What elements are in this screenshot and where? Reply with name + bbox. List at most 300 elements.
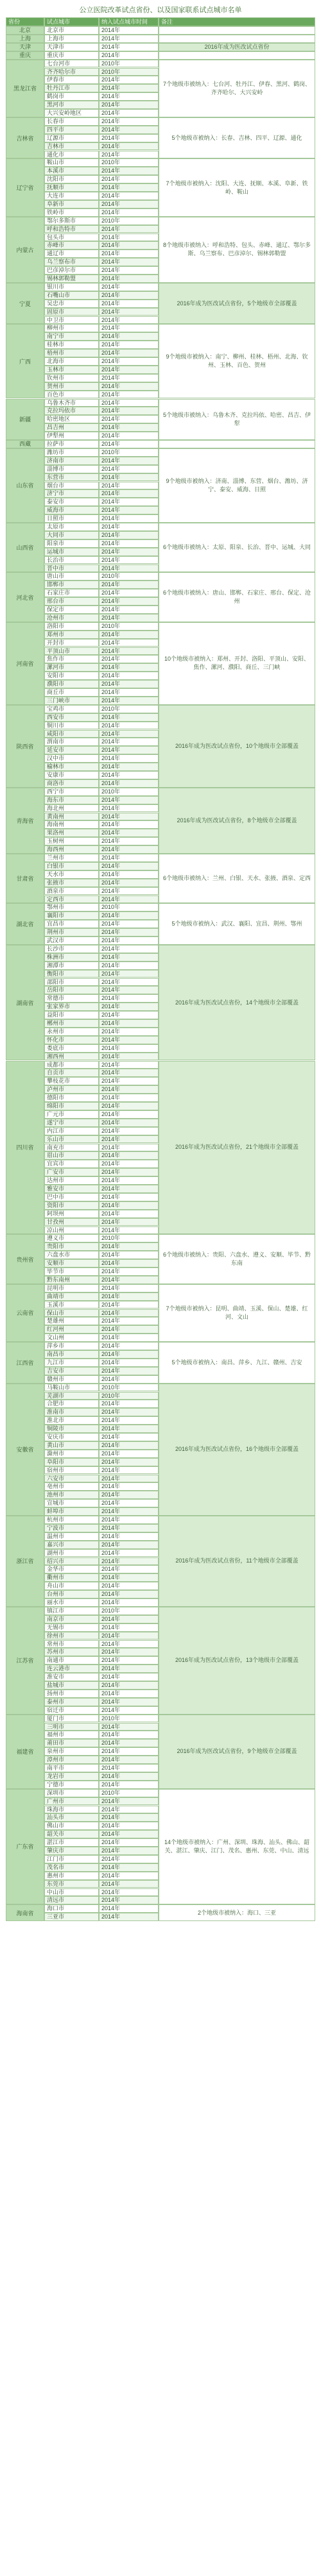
- year-cell: 2014年: [99, 374, 159, 382]
- year-cell: 2010年: [99, 448, 159, 457]
- year-cell: 2014年: [99, 1524, 159, 1532]
- city-cell: 南昌市: [44, 1350, 99, 1359]
- year-cell: 2014年: [99, 51, 159, 60]
- city-cell: 昆明市: [44, 1284, 99, 1292]
- city-cell: 延安市: [44, 746, 99, 754]
- city-cell: 江门市: [44, 1855, 99, 1863]
- remark-cell: 2016年成为医改试点省份，13个地级市全部覆盖: [159, 1607, 315, 1715]
- year-cell: 2014年: [99, 1541, 159, 1549]
- remark-cell: 5个地级市被纳入：武汉、襄阳、宜昌、荆州、鄂州: [159, 903, 315, 945]
- year-cell: 2014年: [99, 1044, 159, 1053]
- year-cell: 2014年: [99, 316, 159, 325]
- year-cell: 2014年: [99, 183, 159, 192]
- year-cell: 2014年: [99, 514, 159, 523]
- province-cell: 江西省: [6, 1342, 44, 1384]
- city-cell: 广安市: [44, 1168, 99, 1176]
- city-cell: 合肥市: [44, 1400, 99, 1408]
- year-cell: 2014年: [99, 43, 159, 51]
- year-cell: 2014年: [99, 1872, 159, 1880]
- city-cell: 汕头市: [44, 1813, 99, 1822]
- year-cell: 2014年: [99, 597, 159, 606]
- year-cell: 2014年: [99, 1880, 159, 1888]
- city-cell: 永州市: [44, 1028, 99, 1036]
- remark-cell: 2016年成为医改试点省份，14个地级市全部覆盖: [159, 945, 315, 1061]
- year-cell: 2014年: [99, 1110, 159, 1119]
- year-cell: 2014年: [99, 531, 159, 539]
- year-cell: 2014年: [99, 688, 159, 697]
- city-cell: 韶关市: [44, 1830, 99, 1838]
- year-cell: 2014年: [99, 357, 159, 366]
- city-cell: 安顺市: [44, 1259, 99, 1267]
- year-cell: 2014年: [99, 837, 159, 845]
- city-cell: 南平市: [44, 1764, 99, 1772]
- city-cell: 四平市: [44, 126, 99, 134]
- city-cell: 阜阳市: [44, 1458, 99, 1466]
- year-cell: 2014年: [99, 606, 159, 614]
- year-cell: 2014年: [99, 1267, 159, 1276]
- year-cell: 2014年: [99, 754, 159, 763]
- city-cell: 定西市: [44, 895, 99, 904]
- city-cell: 榆林市: [44, 763, 99, 771]
- year-cell: 2014年: [99, 887, 159, 895]
- year-cell: 2014年: [99, 1896, 159, 1904]
- year-cell: 2014年: [99, 1284, 159, 1292]
- year-cell: 2014年: [99, 175, 159, 183]
- city-cell: 湘西州: [44, 1053, 99, 1061]
- city-cell: 湛江市: [44, 1838, 99, 1847]
- year-cell: 2014年: [99, 1656, 159, 1665]
- year-cell: 2014年: [99, 84, 159, 92]
- year-cell: 2014年: [99, 1673, 159, 1681]
- pilot-city-table: [6, 17, 315, 1921]
- city-cell: 遂宁市: [44, 1119, 99, 1127]
- year-cell: 2014年: [99, 1665, 159, 1673]
- year-cell: 2014年: [99, 1251, 159, 1259]
- year-cell: 2014年: [99, 1590, 159, 1598]
- year-cell: 2014年: [99, 250, 159, 258]
- year-cell: 2014年: [99, 845, 159, 854]
- city-cell: 襄阳市: [44, 911, 99, 920]
- city-cell: 宿州市: [44, 1466, 99, 1475]
- city-cell: 滁州市: [44, 1450, 99, 1458]
- city-cell: 海东市: [44, 796, 99, 804]
- year-cell: 2014年: [99, 1342, 159, 1350]
- city-cell: 常州市: [44, 1640, 99, 1648]
- city-cell: 安康市: [44, 771, 99, 779]
- remark-cell: [159, 51, 315, 60]
- year-cell: 2014年: [99, 1359, 159, 1367]
- year-cell: 2014年: [99, 1334, 159, 1342]
- city-cell: 商丘市: [44, 688, 99, 697]
- year-cell: 2014年: [99, 1847, 159, 1855]
- year-cell: 2014年: [99, 275, 159, 283]
- year-cell: 2014年: [99, 266, 159, 275]
- year-cell: 2014年: [99, 1615, 159, 1623]
- city-cell: 玉林市: [44, 366, 99, 374]
- province-cell: 山西省: [6, 523, 44, 572]
- year-cell: 2010年: [99, 572, 159, 580]
- year-cell: 2010年: [99, 158, 159, 167]
- year-cell: 2014年: [99, 1450, 159, 1458]
- city-cell: 九江市: [44, 1359, 99, 1367]
- city-cell: 文山州: [44, 1334, 99, 1342]
- remark-cell: 7个地级市被纳入：七台河、牡丹江、伊春、黑河、鹤岗、齐齐哈尔、大兴安岭: [159, 60, 315, 117]
- city-cell: 淮南市: [44, 1408, 99, 1416]
- city-cell: 抚顺市: [44, 183, 99, 192]
- city-cell: 宁波市: [44, 1524, 99, 1532]
- city-cell: 北海市: [44, 357, 99, 366]
- city-cell: 亳州市: [44, 1482, 99, 1491]
- year-cell: 2014年: [99, 1441, 159, 1450]
- remark-cell: 2016年成为医改试点省份: [159, 43, 315, 51]
- year-cell: 2014年: [99, 697, 159, 705]
- year-cell: 2010年: [99, 1607, 159, 1615]
- city-cell: 齐齐哈尔市: [44, 68, 99, 76]
- year-cell: 2014年: [99, 1458, 159, 1466]
- year-cell: 2014年: [99, 1772, 159, 1781]
- year-cell: 2014年: [99, 109, 159, 117]
- city-cell: 宜昌市: [44, 920, 99, 928]
- year-cell: 2014年: [99, 1003, 159, 1011]
- city-cell: 六安市: [44, 1475, 99, 1483]
- city-cell: 南宁市: [44, 332, 99, 341]
- year-cell: 2014年: [99, 1681, 159, 1690]
- year-cell: 2014年: [99, 746, 159, 754]
- city-cell: 曲靖市: [44, 1292, 99, 1301]
- city-cell: 邵阳市: [44, 978, 99, 987]
- year-cell: 2014年: [99, 134, 159, 142]
- city-cell: 乐山市: [44, 1135, 99, 1144]
- city-cell: 岳阳市: [44, 986, 99, 994]
- city-cell: 芜湖市: [44, 1392, 99, 1400]
- year-cell: 2010年: [99, 1234, 159, 1242]
- year-cell: 2014年: [99, 349, 159, 357]
- city-cell: 绍兴市: [44, 1557, 99, 1566]
- city-cell: 成都市: [44, 1061, 99, 1069]
- year-cell: 2014年: [99, 1863, 159, 1872]
- city-cell: 上海市: [44, 35, 99, 43]
- year-cell: 2014年: [99, 324, 159, 332]
- year-cell: 2014年: [99, 862, 159, 870]
- city-cell: 乌兰察布市: [44, 258, 99, 266]
- province-cell: 新疆: [6, 399, 44, 441]
- year-cell: 2014年: [99, 1350, 159, 1359]
- city-cell: 阜新市: [44, 200, 99, 208]
- remark-cell: 6个地级市被纳入：唐山、邯郸、石家庄、邢台、保定、沧州: [159, 572, 315, 622]
- city-cell: 佛山市: [44, 1822, 99, 1830]
- city-cell: 苏州市: [44, 1648, 99, 1656]
- year-cell: 2014年: [99, 713, 159, 722]
- remark-cell: 2016年成为医改试点省份，9个地级市全部覆盖: [159, 1715, 315, 1789]
- city-cell: 丽水市: [44, 1598, 99, 1607]
- remark-cell: 9个地级市被纳入：南宁、柳州、桂林、梧州、北海、钦州、玉林、百色、贺州: [159, 324, 315, 398]
- city-cell: 哈密地区: [44, 415, 99, 423]
- year-cell: 2014年: [99, 986, 159, 994]
- city-cell: 咸阳市: [44, 730, 99, 738]
- year-cell: 2010年: [99, 903, 159, 911]
- city-cell: 固原市: [44, 308, 99, 316]
- city-cell: 贺州市: [44, 382, 99, 391]
- remark-cell: 6个地级市被纳入：兰州、白银、天水、张掖、酒泉、定西: [159, 854, 315, 903]
- year-cell: 2014年: [99, 1781, 159, 1789]
- year-cell: 2014年: [99, 936, 159, 945]
- city-cell: 兰州市: [44, 854, 99, 862]
- city-cell: 阿坝州: [44, 1210, 99, 1218]
- year-cell: 2014年: [99, 722, 159, 730]
- year-cell: 2014年: [99, 1904, 159, 1913]
- city-cell: 铜川市: [44, 722, 99, 730]
- remark-cell: 2016年成为医改试点省份，21个地级市全部覆盖: [159, 1061, 315, 1235]
- city-cell: 泉州市: [44, 1747, 99, 1756]
- year-cell: 2014年: [99, 1127, 159, 1135]
- city-cell: 张掖市: [44, 879, 99, 887]
- province-cell: 辽宁省: [6, 158, 44, 216]
- year-cell: 2014年: [99, 1292, 159, 1301]
- year-cell: 2014年: [99, 1598, 159, 1607]
- year-cell: 2014年: [99, 1259, 159, 1267]
- year-cell: 2014年: [99, 241, 159, 250]
- city-cell: 楚雄州: [44, 1317, 99, 1325]
- province-cell: 重庆: [6, 51, 44, 60]
- year-cell: 2014年: [99, 631, 159, 639]
- year-cell: 2014年: [99, 1226, 159, 1235]
- city-cell: 雅安市: [44, 1185, 99, 1193]
- city-cell: 巴彦淖尔市: [44, 266, 99, 275]
- city-cell: 鹤岗市: [44, 92, 99, 101]
- city-cell: 日照市: [44, 514, 99, 523]
- year-cell: 2014年: [99, 970, 159, 978]
- year-cell: 2014年: [99, 1102, 159, 1110]
- year-cell: 2014年: [99, 680, 159, 688]
- city-cell: 汉中市: [44, 754, 99, 763]
- city-cell: 东营市: [44, 473, 99, 482]
- province-cell: 安徽省: [6, 1384, 44, 1516]
- year-cell: 2014年: [99, 1210, 159, 1218]
- year-cell: 2014年: [99, 771, 159, 779]
- city-cell: 伊犁州: [44, 432, 99, 440]
- city-cell: 马鞍山市: [44, 1384, 99, 1392]
- year-cell: 2014年: [99, 895, 159, 904]
- table-header-cell: 备注: [159, 17, 315, 26]
- city-cell: 宁德市: [44, 1781, 99, 1789]
- city-cell: 郑州市: [44, 631, 99, 639]
- city-cell: 威海市: [44, 506, 99, 514]
- city-cell: 内江市: [44, 1127, 99, 1135]
- year-cell: 2014年: [99, 763, 159, 771]
- city-cell: 三门峡市: [44, 697, 99, 705]
- year-cell: 2014年: [99, 1416, 159, 1425]
- year-cell: 2014年: [99, 920, 159, 928]
- year-cell: 2014年: [99, 1053, 159, 1061]
- year-cell: 2014年: [99, 1648, 159, 1656]
- year-cell: 2014年: [99, 1565, 159, 1573]
- city-cell: 怀化市: [44, 1036, 99, 1044]
- year-cell: 2014年: [99, 1094, 159, 1102]
- year-cell: 2014年: [99, 498, 159, 506]
- remark-cell: 2016年成为医改试点省份，5个地级市全部覆盖: [159, 283, 315, 325]
- city-cell: 攀枝花市: [44, 1077, 99, 1085]
- city-cell: 天津市: [44, 43, 99, 51]
- year-cell: 2014年: [99, 1176, 159, 1185]
- year-cell: 2010年: [99, 622, 159, 631]
- province-cell: 甘肃省: [6, 854, 44, 903]
- year-cell: 2014年: [99, 1425, 159, 1433]
- remark-cell: 7个地级市被纳入：昆明、曲靖、玉溪、保山、楚雄、红河、文山: [159, 1284, 315, 1342]
- city-cell: 银川市: [44, 283, 99, 291]
- city-cell: 红河州: [44, 1325, 99, 1334]
- year-cell: 2014年: [99, 1838, 159, 1847]
- city-cell: 徐州市: [44, 1632, 99, 1640]
- city-cell: 池州市: [44, 1491, 99, 1499]
- year-cell: 2014年: [99, 1723, 159, 1731]
- city-cell: 黑河市: [44, 101, 99, 109]
- year-cell: 2014年: [99, 283, 159, 291]
- province-cell: 浙江省: [6, 1516, 44, 1607]
- city-cell: 泸州市: [44, 1085, 99, 1094]
- year-cell: 2014年: [99, 167, 159, 175]
- province-cell: 福建省: [6, 1715, 44, 1789]
- year-cell: 2014年: [99, 192, 159, 200]
- city-cell: 包头市: [44, 233, 99, 242]
- year-cell: 2014年: [99, 1036, 159, 1044]
- city-cell: 温州市: [44, 1532, 99, 1541]
- remark-cell: 2016年成为医改试点省份，10个地级市全部覆盖: [159, 705, 315, 788]
- year-cell: 2014年: [99, 1764, 159, 1772]
- year-cell: 2014年: [99, 1375, 159, 1384]
- year-cell: 2014年: [99, 953, 159, 962]
- year-cell: 2014年: [99, 1499, 159, 1507]
- city-cell: 太原市: [44, 523, 99, 531]
- year-cell: 2014年: [99, 589, 159, 597]
- city-cell: 保山市: [44, 1309, 99, 1318]
- city-cell: 湘潭市: [44, 962, 99, 970]
- city-cell: 龙岩市: [44, 1772, 99, 1781]
- year-cell: 2014年: [99, 928, 159, 936]
- year-cell: 2010年: [99, 60, 159, 68]
- city-cell: 甘孜州: [44, 1218, 99, 1226]
- city-cell: 广州市: [44, 1797, 99, 1806]
- year-cell: 2014年: [99, 1325, 159, 1334]
- year-cell: 2014年: [99, 804, 159, 813]
- city-cell: 蚌埠市: [44, 1507, 99, 1516]
- remark-cell: [159, 35, 315, 43]
- year-cell: 2014年: [99, 1482, 159, 1491]
- year-cell: 2014年: [99, 391, 159, 399]
- remark-cell: 7个地级市被纳入：沈阳、大连、抚顺、本溪、阜新、铁岭、鞍山: [159, 158, 315, 216]
- city-cell: 金华市: [44, 1565, 99, 1573]
- year-cell: 2014年: [99, 308, 159, 316]
- city-cell: 盐城市: [44, 1681, 99, 1690]
- year-cell: 2010年: [99, 1392, 159, 1400]
- city-cell: 七台河市: [44, 60, 99, 68]
- year-cell: 2014年: [99, 911, 159, 920]
- year-cell: 2010年: [99, 217, 159, 225]
- year-cell: 2014年: [99, 1309, 159, 1318]
- province-cell: 青海省: [6, 788, 44, 854]
- city-cell: 自贡市: [44, 1069, 99, 1077]
- city-cell: 海口市: [44, 1904, 99, 1913]
- city-cell: 绵阳市: [44, 1102, 99, 1110]
- year-cell: 2014年: [99, 1085, 159, 1094]
- city-cell: 南通市: [44, 1656, 99, 1665]
- city-cell: 桂林市: [44, 341, 99, 349]
- city-cell: 平顶山市: [44, 647, 99, 656]
- year-cell: 2014年: [99, 813, 159, 821]
- city-cell: 安阳市: [44, 672, 99, 680]
- city-cell: 巴中市: [44, 1193, 99, 1201]
- remark-cell: 8个地级市被纳入：呼和浩特、包头、赤峰、通辽、鄂尔多斯、乌兰察布、巴彦淖尔、锡林郭勒盟: [159, 217, 315, 283]
- year-cell: 2014年: [99, 820, 159, 829]
- year-cell: 2014年: [99, 1242, 159, 1251]
- province-cell: 贵州省: [6, 1234, 44, 1284]
- province-cell: 广西: [6, 324, 44, 398]
- remark-cell: 6个地级市被纳入：太原、阳泉、长治、晋中、运城、大同: [159, 523, 315, 572]
- year-cell: 2014年: [99, 1491, 159, 1499]
- city-cell: 郴州市: [44, 1019, 99, 1028]
- province-cell: 宁夏: [6, 283, 44, 325]
- city-cell: 潍坊市: [44, 448, 99, 457]
- city-cell: 株洲市: [44, 953, 99, 962]
- city-cell: 昌吉州: [44, 423, 99, 432]
- city-cell: 娄底市: [44, 1044, 99, 1053]
- city-cell: 克拉玛依市: [44, 407, 99, 415]
- city-cell: 安庆市: [44, 1433, 99, 1441]
- city-cell: 白银市: [44, 862, 99, 870]
- year-cell: 2010年: [99, 788, 159, 796]
- year-cell: 2014年: [99, 300, 159, 308]
- city-cell: 西安市: [44, 713, 99, 722]
- city-cell: 北京市: [44, 26, 99, 35]
- city-cell: 常德市: [44, 994, 99, 1003]
- city-cell: 梧州市: [44, 349, 99, 357]
- city-cell: 海北州: [44, 804, 99, 813]
- year-cell: 2014年: [99, 730, 159, 738]
- city-cell: 大连市: [44, 192, 99, 200]
- year-cell: 2014年: [99, 1756, 159, 1764]
- table-header-cell: 纳入试点城市时间: [99, 17, 159, 26]
- city-cell: 黔东南州: [44, 1276, 99, 1284]
- city-cell: 衡阳市: [44, 970, 99, 978]
- city-cell: 珠海市: [44, 1806, 99, 1814]
- city-cell: 凉山州: [44, 1226, 99, 1235]
- city-cell: 济南市: [44, 457, 99, 465]
- city-cell: 淄博市: [44, 465, 99, 473]
- year-cell: 2014年: [99, 1028, 159, 1036]
- year-cell: 2014年: [99, 1706, 159, 1715]
- province-cell: 陕西省: [6, 705, 44, 788]
- year-cell: 2014年: [99, 1690, 159, 1698]
- year-cell: 2014年: [99, 1168, 159, 1176]
- remark-cell: 9个地级市被纳入：济南、淄博、东营、烟台、潍坊、济宁、泰安、威海、日照: [159, 448, 315, 523]
- city-cell: 益阳市: [44, 1011, 99, 1019]
- city-cell: 鄂州市: [44, 903, 99, 911]
- year-cell: 2014年: [99, 1516, 159, 1524]
- year-cell: 2014年: [99, 382, 159, 391]
- year-cell: 2014年: [99, 1011, 159, 1019]
- city-cell: 石嘴山市: [44, 291, 99, 300]
- city-cell: 西宁市: [44, 788, 99, 796]
- city-cell: 肇庆市: [44, 1847, 99, 1855]
- year-cell: 2014年: [99, 92, 159, 101]
- city-cell: 泰州市: [44, 1698, 99, 1706]
- city-cell: 运城市: [44, 548, 99, 556]
- remark-cell: 10个地级市被纳入：郑州、开封、洛阳、平顶山、安阳、焦作、漯河、濮阳、商丘、三门峡: [159, 622, 315, 705]
- city-cell: 烟台市: [44, 482, 99, 490]
- city-cell: 资阳市: [44, 1201, 99, 1210]
- city-cell: 商洛市: [44, 779, 99, 788]
- city-cell: 六盘水市: [44, 1251, 99, 1259]
- year-cell: 2014年: [99, 225, 159, 233]
